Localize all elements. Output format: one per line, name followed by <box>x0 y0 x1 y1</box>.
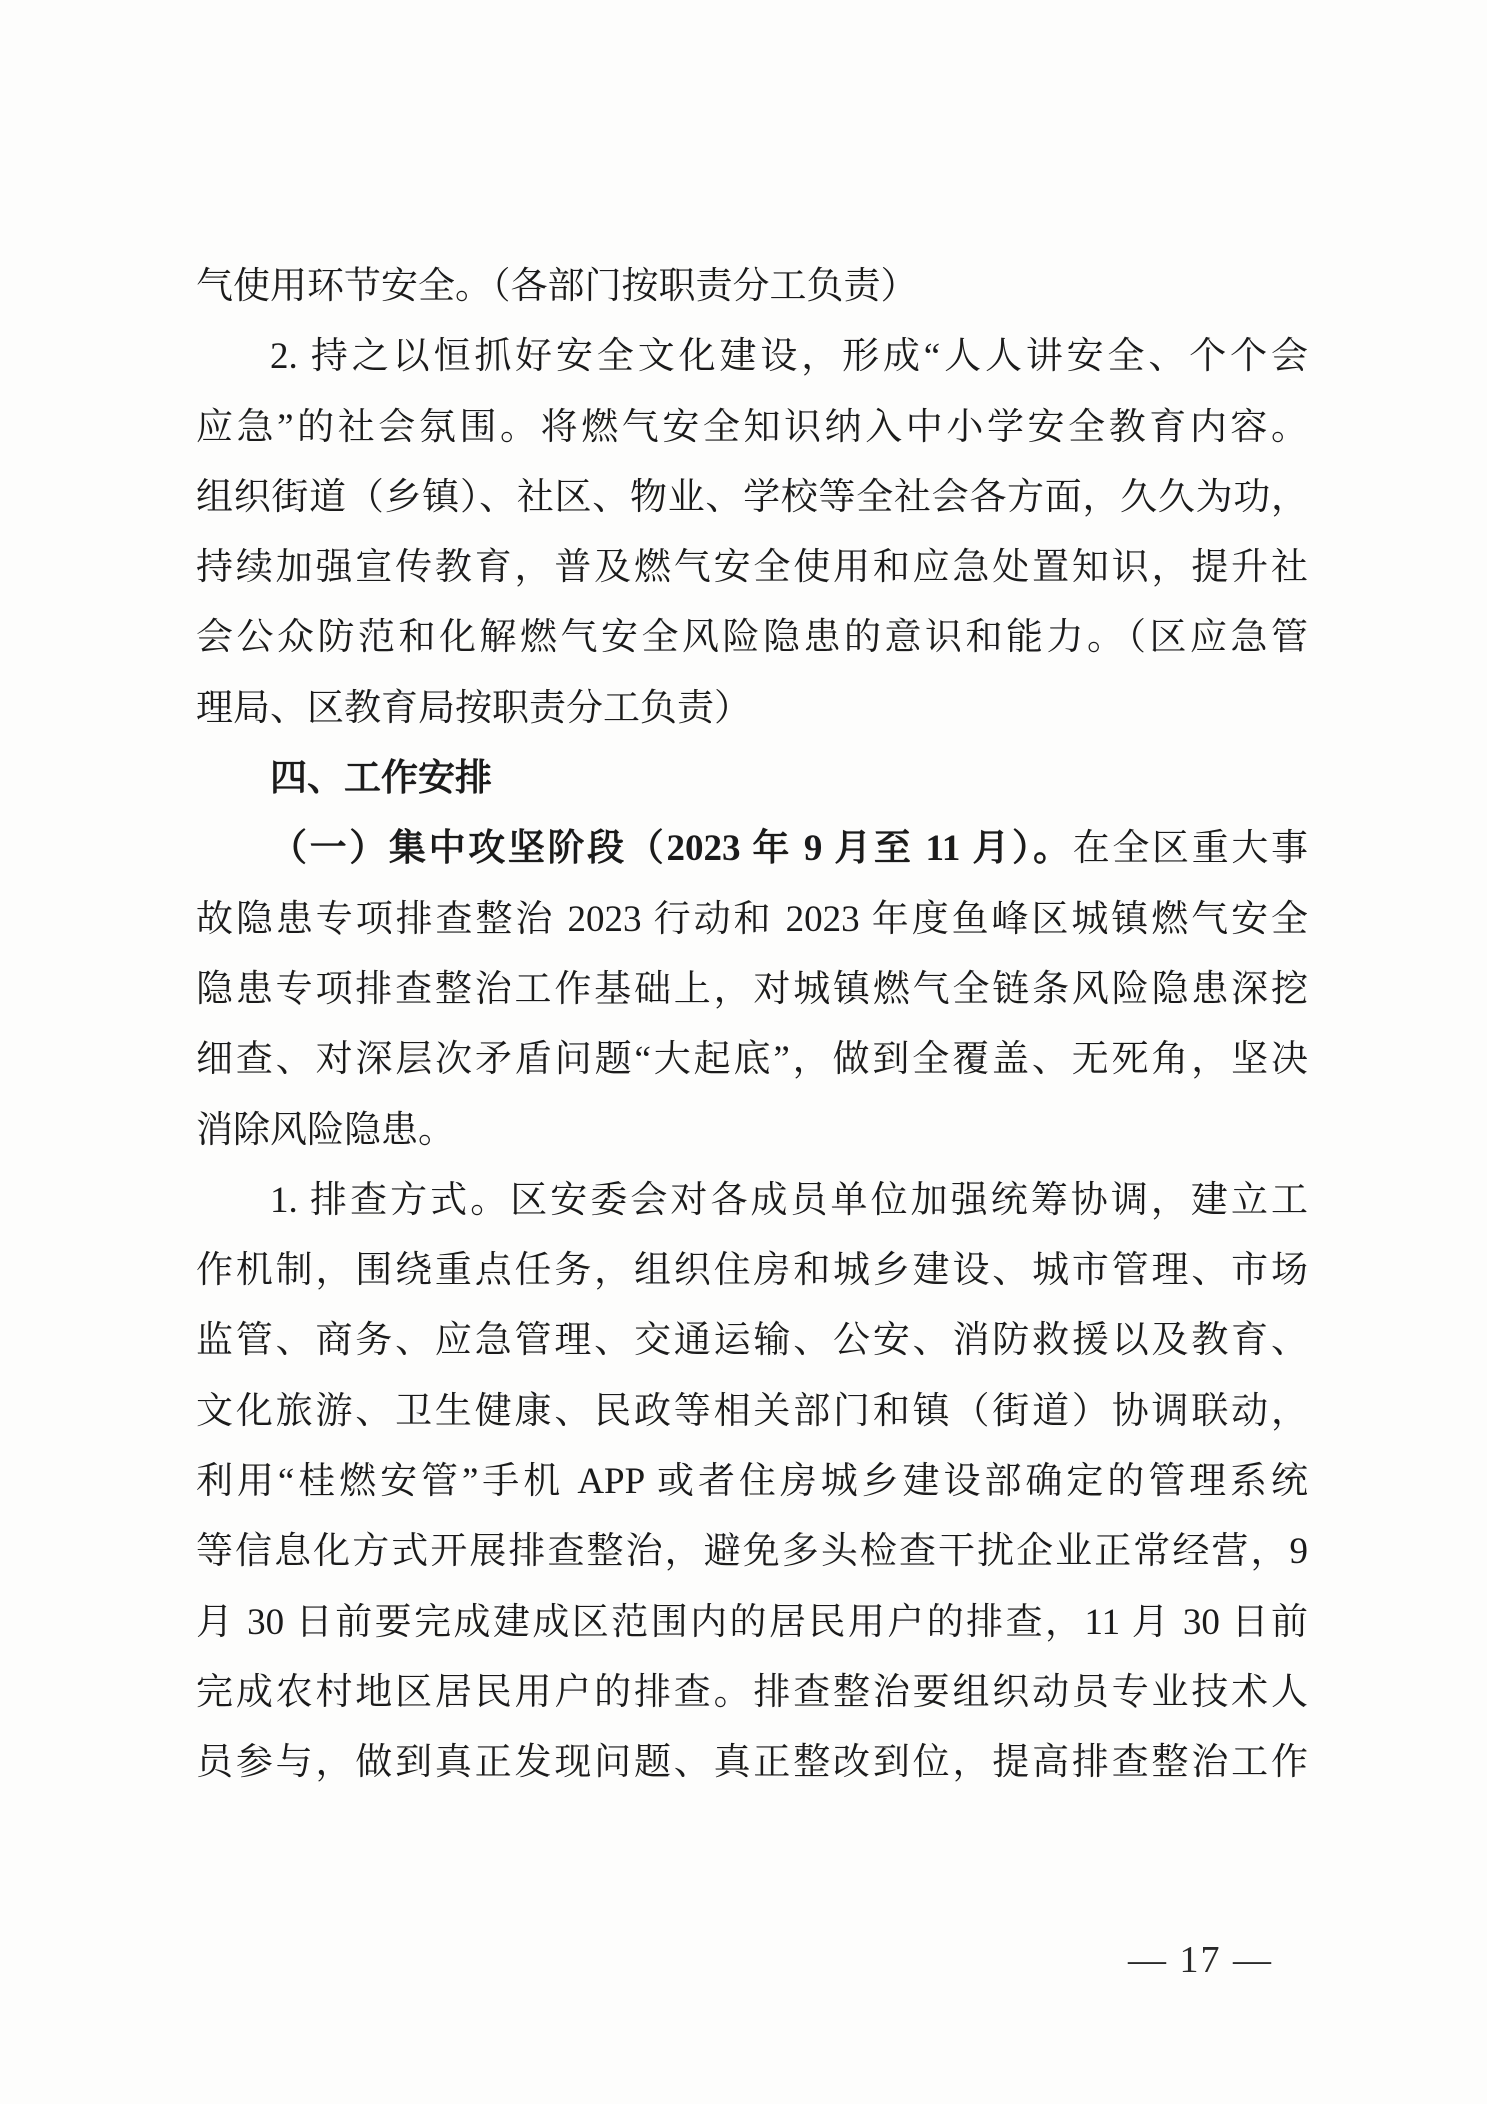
text-segment: 月 30 日前要完成建成区范围内的居民用户的排查，11 月 30 日前 <box>196 1601 1308 1643</box>
text-segment: 1. 排查方式。区安委会对各成员单位加强统筹协调，建立工 <box>270 1179 1308 1221</box>
text-line-20 <box>196 1588 1308 1658</box>
text-segment: 等信息化方式开展排查整治，避免多头检查干扰企业正常经营，9 <box>196 1531 1308 1573</box>
text-segment: 作机制，围绕重点任务，组织住房和城乡建设、城市管理、市场 <box>196 1250 1308 1292</box>
text-block <box>196 252 1308 1799</box>
text-segment: 监管、商务、应急管理、交通运输、公安、消防救援以及教育、 <box>196 1320 1308 1362</box>
text-line-15 <box>196 1236 1308 1306</box>
text-line-18 <box>196 1447 1308 1517</box>
text-line-5 <box>196 533 1308 603</box>
text-line-22 <box>196 1728 1308 1798</box>
bold-text-segment: （一）集中攻坚阶段（2023 年 9 月至 11 月）。 <box>270 828 1073 870</box>
text-segment: 会公众防范和化解燃气安全风险隐患的意识和能力。（区应急管 <box>196 617 1308 659</box>
text-line-6 <box>196 603 1308 673</box>
text-line-19 <box>196 1517 1308 1587</box>
text-segment: 在全区重大事 <box>1072 828 1308 870</box>
text-line-16 <box>196 1306 1308 1376</box>
text-segment: 消除风险隐患。 <box>196 1109 455 1151</box>
text-segment: 文化旅游、卫生健康、民政等相关部门和镇（街道）协调联动， <box>196 1390 1308 1432</box>
text-line-13 <box>196 1096 1308 1166</box>
text-line-2 <box>196 322 1308 392</box>
page-number: — 17 — <box>1128 1939 1273 1981</box>
text-segment: 持续加强宣传教育，普及燃气安全使用和应急处置知识，提升社 <box>196 547 1308 589</box>
text-segment: 完成农村地区居民用户的排查。排查整治要组织动员专业技术人 <box>196 1671 1308 1713</box>
text-line-21 <box>196 1658 1308 1728</box>
text-segment: 故隐患专项排查整治 2023 行动和 2023 年度鱼峰区城镇燃气安全 <box>196 898 1308 940</box>
text-segment: 理局、区教育局按职责分工负责） <box>196 687 751 729</box>
text-line-7 <box>196 674 1308 744</box>
text-line-10 <box>196 885 1308 955</box>
text-line-3 <box>196 393 1308 463</box>
text-line-4 <box>196 463 1308 533</box>
text-line-12 <box>196 1025 1308 1095</box>
text-segment: 组织街道（乡镇）、社区、物业、学校等全社会各方面，久久为功， <box>196 476 1308 518</box>
text-segment: 隐患专项排查整治工作基础上，对城镇燃气全链条风险隐患深挖 <box>196 968 1308 1010</box>
text-line-8 <box>196 744 1308 814</box>
text-line-14 <box>196 1166 1308 1236</box>
text-line-11 <box>196 955 1308 1025</box>
text-segment: 2. 持之以恒抓好安全文化建设，形成“人人讲安全、个个会 <box>270 336 1308 378</box>
text-segment: 员参与，做到真正发现问题、真正整改到位，提高排查整治工作 <box>196 1742 1308 1784</box>
bold-text-segment: 四、工作安排 <box>270 758 492 800</box>
text-segment: 细查、对深层次矛盾问题“大起底”，做到全覆盖、无死角，坚决 <box>196 1039 1308 1081</box>
text-segment: 应急”的社会氛围。将燃气安全知识纳入中小学安全教育内容。 <box>196 406 1308 448</box>
text-segment: 利用“桂燃安管”手机 APP 或者住房城乡建设部确定的管理系统 <box>196 1461 1308 1503</box>
text-segment: 气使用环节安全。（各部门按职责分工负责） <box>196 266 918 307</box>
text-line-1 <box>196 252 1308 322</box>
text-line-9 <box>196 814 1308 884</box>
text-line-17 <box>196 1377 1308 1447</box>
